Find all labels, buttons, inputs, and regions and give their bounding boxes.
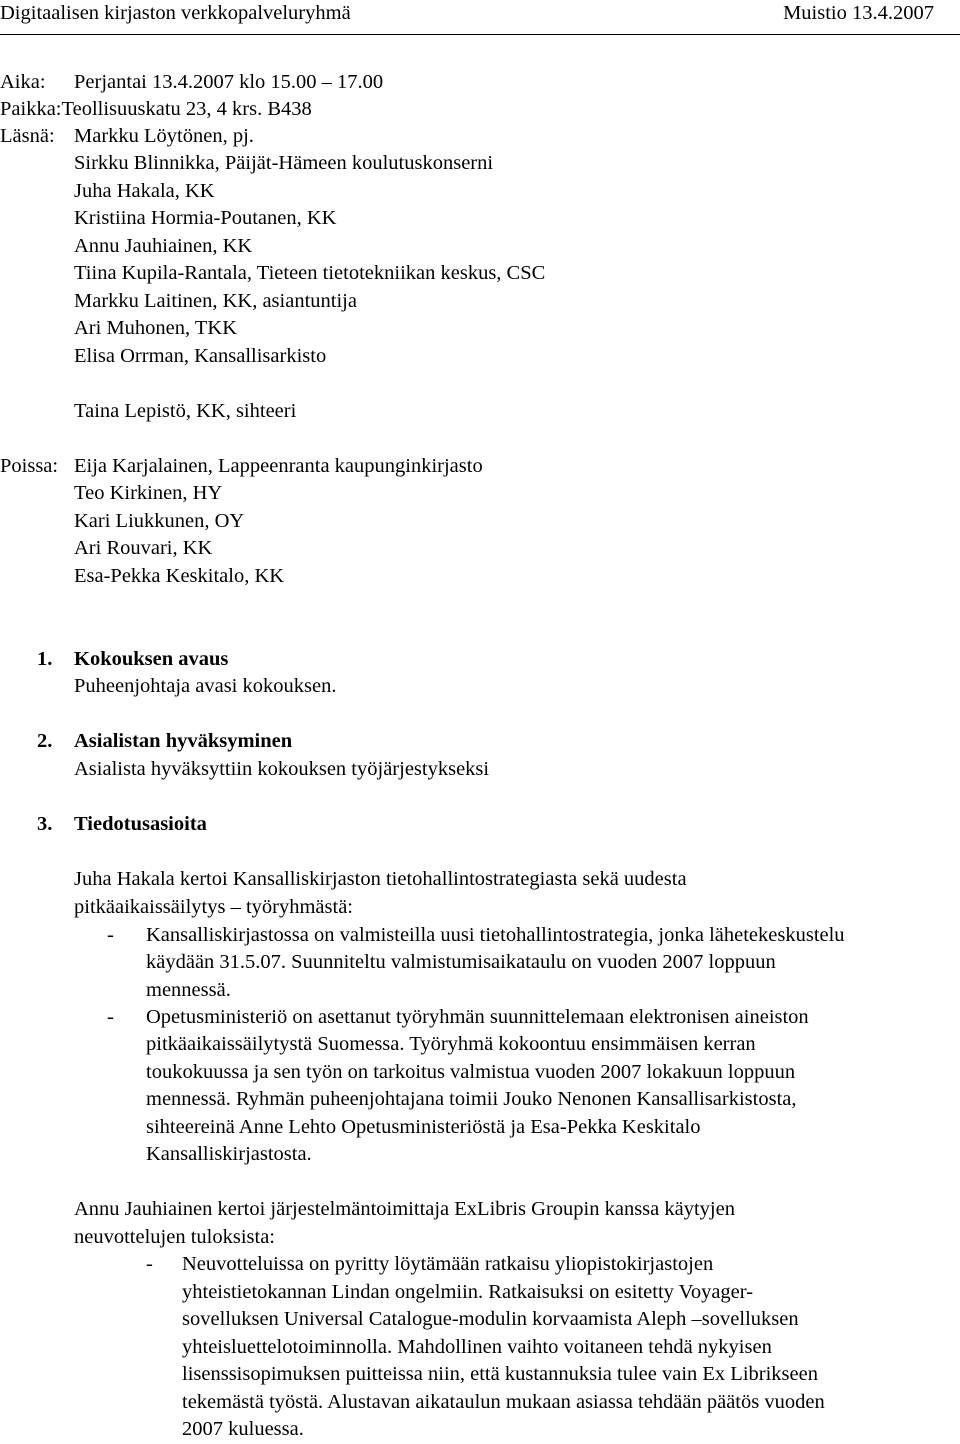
present-name: Kristiina Hormia-Poutanen, KK <box>74 207 337 229</box>
section-title: Kokouksen avaus <box>74 648 229 670</box>
place-value: Teollisuuskatu 23, 4 krs. B438 <box>61 98 312 120</box>
section-body: Puheenjohtaja avasi kokouksen. <box>74 675 337 697</box>
bullet-line: sihteereinä Anne Lehto Opetusministeriöstä ja Esa-Pekka Keskitalo <box>146 1116 701 1138</box>
bullet-dash: - <box>107 1006 114 1028</box>
present-name: Markku Laitinen, KK, asiantuntija <box>74 290 357 312</box>
paragraph-line: pitkäaikaissäilytys – työryhmästä: <box>74 896 353 918</box>
present-name: Sirkku Blinnikka, Päijät-Hämeen koulutuskonserni <box>74 152 494 174</box>
absent-name: Esa-Pekka Keskitalo, KK <box>74 565 285 587</box>
bullet-line: tekemästä työstä. Alustavan aikataulun mukaan asiassa tehdään päätös vuoden <box>182 1391 825 1413</box>
bullet-line: käydään 31.5.07. Suunniteltu valmistumisaikataulu on vuoden 2007 loppuun <box>146 951 776 973</box>
bullet-line: sovelluksen Universal Catalogue-modulin korvaamista Aleph –sovelluksen <box>182 1308 799 1330</box>
time-row <box>0 69 383 97</box>
bullet-dash: - <box>146 1253 153 1275</box>
absent-row <box>0 453 483 481</box>
bullet-line: Opetusministeriö on asettanut työryhmän suunnittelemaan elektronisen aineiston <box>146 1006 809 1028</box>
section-title: Asialistan hyväksyminen <box>74 730 293 752</box>
time-label: Aika: <box>0 71 46 93</box>
absent-name: Kari Liukkunen, OY <box>74 510 245 532</box>
absent-name: Eija Karjalainen, Lappeenranta kaupunginkirjasto <box>74 455 483 477</box>
bullet-line: lisenssisopimuksen puitteissa niin, että kustannuksia tulee vain Ex Librikseen <box>182 1363 818 1385</box>
present-name: Ari Muhonen, TKK <box>74 317 238 339</box>
place-label: Paikka: <box>0 98 62 120</box>
section-number: 3. <box>37 813 53 835</box>
present-row <box>0 123 254 151</box>
present-label: Läsnä: <box>0 125 55 147</box>
page-header <box>0 0 960 28</box>
paragraph-line: Annu Jauhiainen kertoi järjestelmäntoimittaja ExLibris Groupin kanssa käytyjen <box>74 1198 735 1220</box>
bullet-line: yhteistietokannan Lindan ongelmiin. Ratkaisuksi on esitetty Voyager- <box>182 1281 754 1303</box>
section-title: Tiedotusasioita <box>74 813 207 835</box>
absent-name: Teo Kirkinen, HY <box>74 482 223 504</box>
absent-label: Poissa: <box>0 455 59 477</box>
header-doc-ref: Muistio 13.4.2007 <box>783 2 934 24</box>
time-value: Perjantai 13.4.2007 klo 15.00 – 17.00 <box>74 71 384 93</box>
section-body: Asialista hyväksyttiin kokouksen työjärjestykseksi <box>74 758 490 780</box>
bullet-line: mennessä. Ryhmän puheenjohtajana toimii Jouko Nenonen Kansallisarkistosta, <box>146 1088 797 1110</box>
present-name: Elisa Orrman, Kansallisarkisto <box>74 345 327 367</box>
present-name: Juha Hakala, KK <box>74 180 215 202</box>
bullet-line: mennessä. <box>146 979 231 1001</box>
header-organization: Digitaalisen kirjaston verkkopalveluryhmä <box>0 2 351 24</box>
bullet-line: pitkäaikaissäilytystä Suomessa. Työryhmä kokoontuu ensimmäisen kerran <box>146 1033 756 1055</box>
place-row <box>0 96 312 124</box>
header-rule <box>0 34 960 35</box>
present-name: Markku Löytönen, pj. <box>74 125 254 147</box>
bullet-dash: - <box>107 924 114 946</box>
secretary: Taina Lepistö, KK, sihteeri <box>74 400 297 422</box>
bullet-line: Kansalliskirjastosta. <box>146 1143 312 1165</box>
paragraph-line: neuvottelujen tuloksista: <box>74 1226 275 1248</box>
bullet-line: Neuvotteluissa on pyritty löytämään ratkaisu yliopistokirjastojen <box>182 1253 714 1275</box>
paragraph-line: Juha Hakala kertoi Kansalliskirjaston tietohallintostrategiasta sekä uudesta <box>74 868 687 890</box>
section-number: 1. <box>37 648 53 670</box>
bullet-line: Kansalliskirjastossa on valmisteilla uusi tietohallintostrategia, jonka lähetekeskustelu <box>146 924 845 946</box>
bullet-line: 2007 kuluessa. <box>182 1418 304 1440</box>
present-name: Annu Jauhiainen, KK <box>74 235 253 257</box>
section-number: 2. <box>37 730 53 752</box>
bullet-line: yhteisluettelotoiminnolla. Mahdollinen vaihto voitaneen tehdä nykyisen <box>182 1336 772 1358</box>
bullet-line: toukokuussa ja sen työn on tarkoitus valmistua vuoden 2007 lokakuun loppuun <box>146 1061 796 1083</box>
present-name: Tiina Kupila-Rantala, Tieteen tietotekniikan keskus, CSC <box>74 262 546 284</box>
absent-name: Ari Rouvari, KK <box>74 537 213 559</box>
